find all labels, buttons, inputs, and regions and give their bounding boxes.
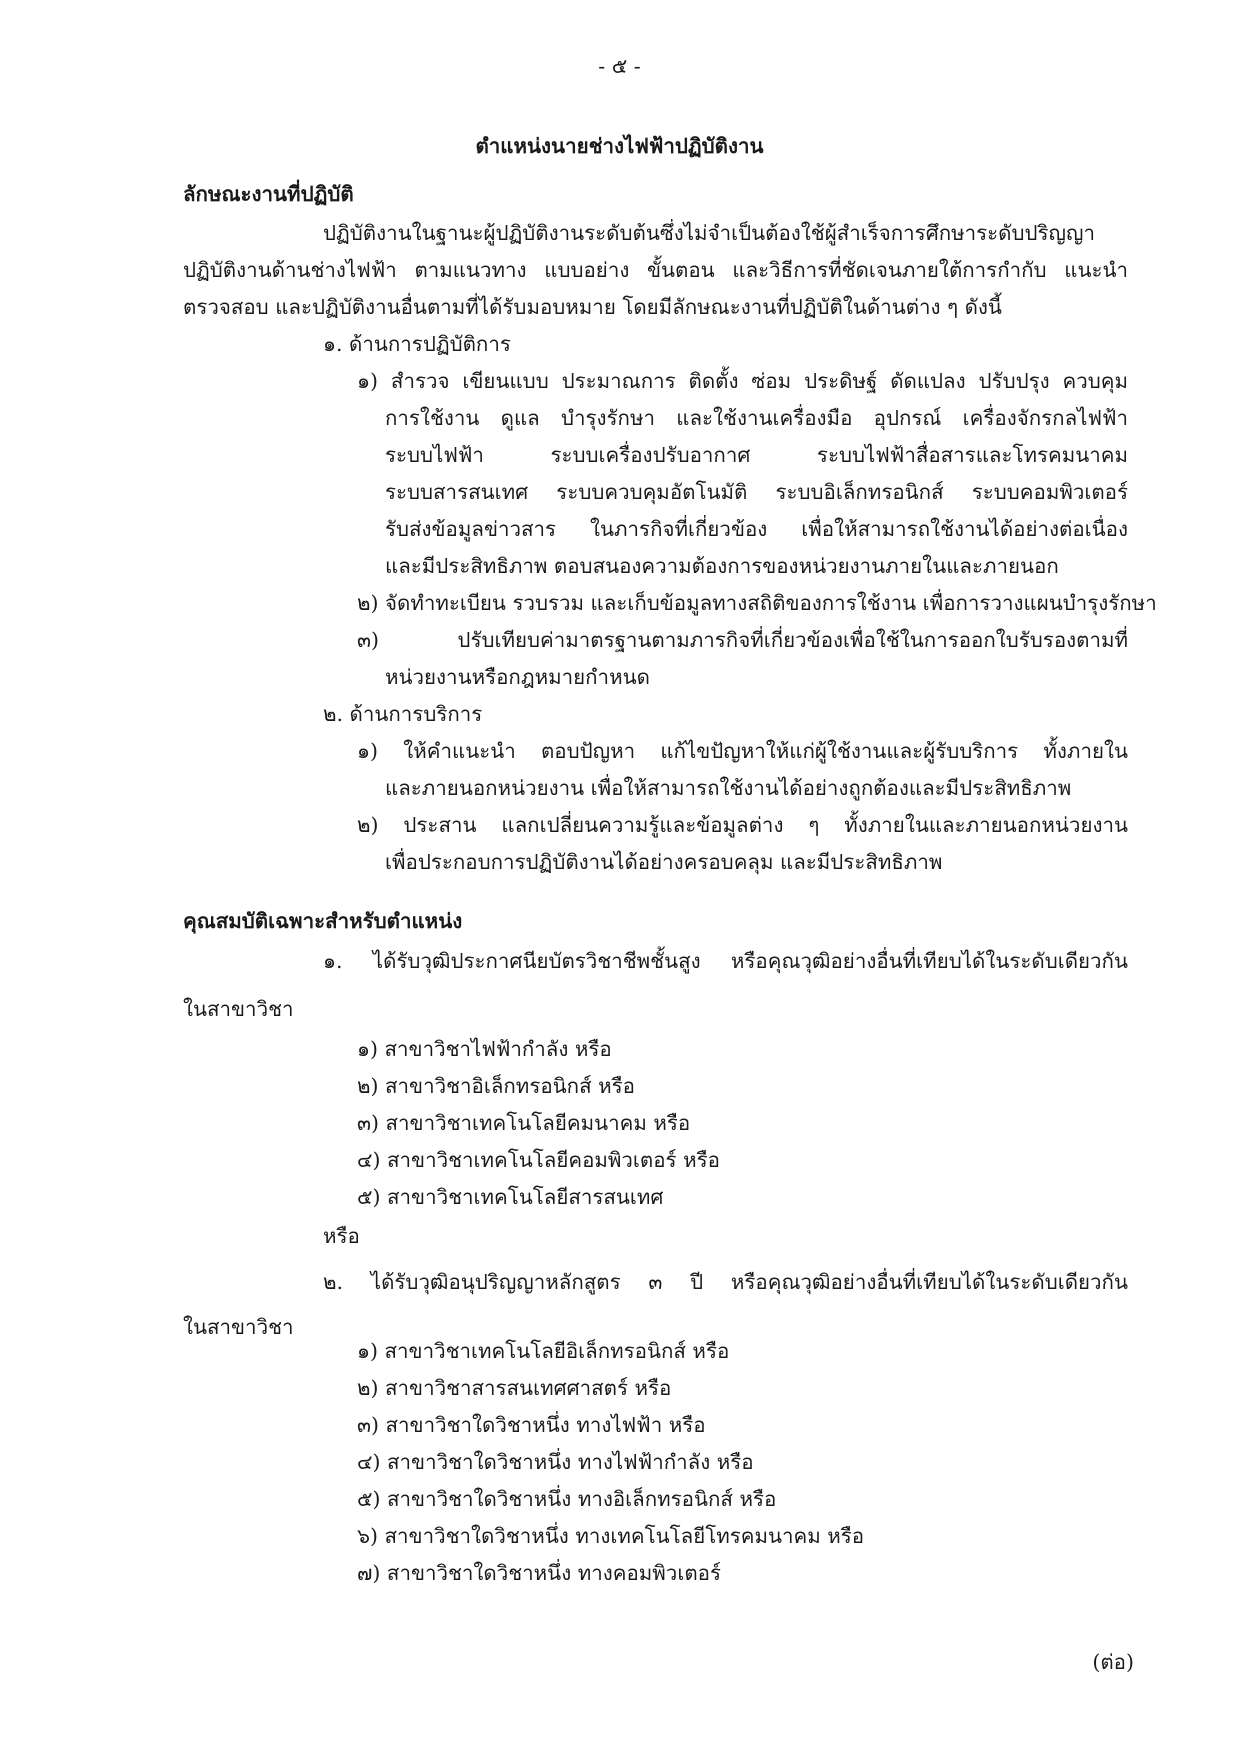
q2-item-3: ๓) สาขาวิชาใดวิชาหนึ่ง ทางไฟฟ้า หรือ [357,1413,706,1437]
qualification-2: ๒. ได้รับวุฒิอนุปริญญาหลักสูตร ๓ ปี หรือคุณวุฒิอย่างอื่นที่เทียบได้ในระดับเดียวกัน [323,1270,1128,1294]
ops-item-1-line-5: รับส่งข้อมูลข่าวสาร ในภารกิจที่เกี่ยวข้อง เพื่อให้สามารถใช้งานได้อย่างต่อเนื่อง [385,517,1128,541]
q1-item-3: ๓) สาขาวิชาเทคโนโลยีคมนาคม หรือ [357,1111,691,1135]
svc-heading: ๒. ด้านการบริการ [323,702,483,726]
svc-item-2-line-1: ๒) ประสาน แลกเปลี่ยนความรู้และข้อมูลต่าง ๆ ทั้งภายในและภายนอกหน่วยงาน [357,813,1128,837]
qualification-1-cont: ในสาขาวิชา [183,997,294,1021]
qualification-2-cont: ในสาขาวิชา [183,1315,294,1339]
ops-item-1-line-4: ระบบสารสนเทศ ระบบควบคุมอัตโนมัติ ระบบอิเล็กทรอนิกส์ ระบบคอมพิวเตอร์ [385,480,1128,504]
q2-item-4: ๔) สาขาวิชาใดวิชาหนึ่ง ทางไฟฟ้ากำลัง หรือ [357,1450,754,1474]
intro-line-2: ปฏิบัติงานด้านช่างไฟฟ้า ตามแนวทาง แบบอย่าง ขั้นตอน และวิธีการที่ชัดเจนภายใต้การกำกับ แนะนำ [183,258,1128,282]
q1-item-1: ๑) สาขาวิชาไฟฟ้ากำลัง หรือ [357,1037,612,1061]
q1-item-4: ๔) สาขาวิชาเทคโนโลยีคอมพิวเตอร์ หรือ [357,1148,720,1172]
ops-item-1-line-2: การใช้งาน ดูแล บำรุงรักษา และใช้งานเครื่องมือ อุปกรณ์ เครื่องจักรกลไฟฟ้า [385,406,1128,430]
q1-item-2: ๒) สาขาวิชาอิเล็กทรอนิกส์ หรือ [357,1074,635,1098]
page-title: ตำแหน่งนายช่างไฟฟ้าปฏิบัติงาน [475,134,764,158]
continued-note: (ต่อ) [1092,1650,1134,1674]
or-text: หรือ [323,1224,360,1248]
ops-heading: ๑. ด้านการปฏิบัติการ [323,332,511,356]
ops-item-1-line-1: ๑) สำรวจ เขียนแบบ ประมาณการ ติดตั้ง ซ่อม ประดิษฐ์ ดัดแปลง ปรับปรุง ควบคุม [357,369,1128,393]
ops-item-2: ๒) จัดทำทะเบียน รวบรวม และเก็บข้อมูลทางสถิติของการใช้งาน เพื่อการวางแผนบำรุงรักษา [357,591,1157,615]
intro-line-1: ปฏิบัติงานในฐานะผู้ปฏิบัติงานระดับต้นซึ่งไม่จำเป็นต้องใช้ผู้สำเร็จการศึกษาระดับปริญญา [323,221,1095,245]
svc-item-2-line-2: เพื่อประกอบการปฏิบัติงานได้อย่างครอบคลุม และมีประสิทธิภาพ [385,850,943,874]
q1-item-5: ๕) สาขาวิชาเทคโนโลยีสารสนเทศ [357,1185,664,1209]
job-nature-heading: ลักษณะงานที่ปฏิบัติ [183,182,354,206]
q2-item-7: ๗) สาขาวิชาใดวิชาหนึ่ง ทางคอมพิวเตอร์ [357,1561,721,1585]
page-number: - ๕ - [598,54,641,78]
qualifications-heading: คุณสมบัติเฉพาะสำหรับตำแหน่ง [183,909,463,933]
q2-item-6: ๖) สาขาวิชาใดวิชาหนึ่ง ทางเทคโนโลยีโทรคมนาคม หรือ [357,1524,865,1548]
ops-item-3-line-2: หน่วยงานหรือกฎหมายกำหนด [385,665,650,689]
intro-line-3: ตรวจสอบ และปฏิบัติงานอื่นตามที่ได้รับมอบหมาย โดยมีลักษณะงานที่ปฏิบัติในด้านต่าง ๆ ดังนี้ [183,295,1002,319]
qualification-1: ๑. ได้รับวุฒิประกาศนียบัตรวิชาชีพชั้นสูง หรือคุณวุฒิอย่างอื่นที่เทียบได้ในระดับเดียวกัน [323,949,1128,973]
svc-item-1-line-1: ๑) ให้คำแนะนำ ตอบปัญหา แก้ไขปัญหาให้แก่ผู้ใช้งานและผู้รับบริการ ทั้งภายใน [357,739,1128,763]
ops-item-1-line-3: ระบบไฟฟ้า ระบบเครื่องปรับอากาศ ระบบไฟฟ้าสื่อสารและโทรคมนาคม [385,443,1128,467]
svc-item-1-line-2: และภายนอกหน่วยงาน เพื่อให้สามารถใช้งานได้อย่างถูกต้องและมีประสิทธิภาพ [385,776,1072,800]
q2-item-5: ๕) สาขาวิชาใดวิชาหนึ่ง ทางอิเล็กทรอนิกส์ หรือ [357,1487,777,1511]
ops-item-3-line-1: ๓) ปรับเทียบค่ามาตรฐานตามภารกิจที่เกี่ยวข้องเพื่อใช้ในการออกใบรับรองตามที่ [357,628,1128,652]
q2-item-2: ๒) สาขาวิชาสารสนเทศศาสตร์ หรือ [357,1376,672,1400]
q2-item-1: ๑) สาขาวิชาเทคโนโลยีอิเล็กทรอนิกส์ หรือ [357,1339,730,1363]
ops-item-1-line-6: และมีประสิทธิภาพ ตอบสนองความต้องการของหน่วยงานภายในและภายนอก [385,554,1059,578]
